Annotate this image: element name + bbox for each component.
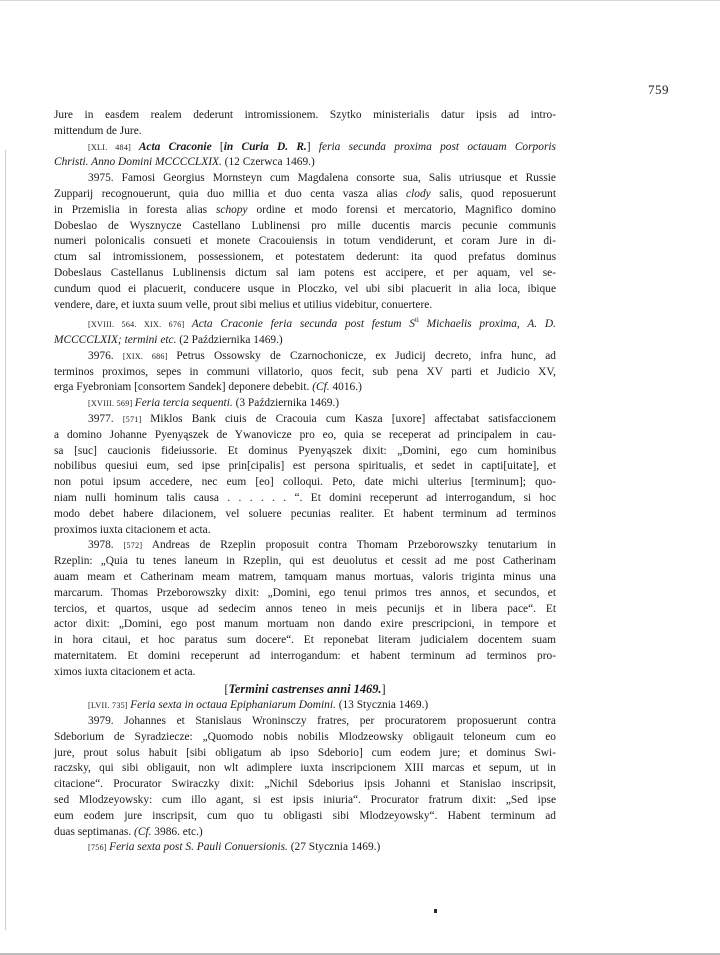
source-reference: [756] [88, 843, 110, 853]
line-text: tercios, et quartos, usque ad sedecim annos teneo in meis pecunijs et in libera pace“. Et [54, 602, 556, 615]
text-line [54, 777, 556, 793]
line-text: actor dixit: „Domini, ego post manum mortuam non dando exire prescripcioni, in tempore et [54, 618, 556, 631]
text-line [54, 365, 556, 381]
line-text: terminos proximos, sepes in communi villatorio, quos fecit, sub pena XV parti et Judicio XV, [54, 365, 556, 378]
source-reference: [XIX. 686] [122, 351, 177, 361]
line-text: ximos iuxta citacionem et acta. [54, 665, 196, 678]
line-text: (3 Października 1469.) [232, 397, 340, 410]
text-line [54, 187, 556, 203]
line-text: Dobeslaus Castellanus Lublinensis dictum sal iam potens est accipere, et per aquam, vel se- [54, 266, 556, 279]
document-body [54, 108, 556, 856]
italic-text: clody [406, 187, 431, 200]
text-line [54, 124, 556, 140]
acta-heading: in Curia D. R. [223, 140, 307, 153]
line-text: sed Mlodzeyowsky: cum illo agant, si est ipsis iniuria“. Procurator fratrum dixit: „Sed ipse [54, 794, 556, 807]
text-line [54, 617, 556, 633]
line-text: non potui ipsum accedere, nec eum [eo] colloqui. Peto, date michi ulterius [terminum]; quo- [54, 476, 556, 489]
italic-text: Feria sexta post S. Pauli Conuersionis. [109, 841, 288, 854]
italic-text: Christi. Anno Domini MCCCCLXIX. [54, 156, 222, 169]
line-text: mittendum de Jure. [54, 124, 142, 137]
text-line [54, 234, 556, 250]
text-line [54, 282, 556, 298]
line-text: ordine et modo forensi et mercatorio, Magnifico domino [247, 203, 556, 216]
italic-text: schopy [215, 203, 248, 216]
line-text: ti [414, 316, 419, 325]
line-text: maternitatem. Et domini receperunt ad interrogandum: et habent terminum ad terminos pro- [54, 649, 556, 662]
italic-text: Acta Craconie feria secunda post festum S [191, 318, 415, 331]
page-number: 759 [648, 82, 669, 97]
source-reference: [XVIII. 569] [88, 399, 135, 409]
line-text: 3975. Famosi Georgius Mornsteyn cum Magdalena consorte sua, Salis utriusque et Russie [88, 172, 556, 185]
text-line [54, 538, 556, 554]
italic-text: Feria tercia sequenti. [134, 397, 233, 410]
line-text: nobilibus quesiui eum, sed ipse prin[cipalis] est persona spiritualis, et sedet in capti[uitate], et [54, 460, 556, 473]
line-text: erga Fyebroniam [consortem Sandek] deponere debebit. [54, 381, 313, 394]
text-line [54, 171, 556, 187]
source-reference: [XLI. 484] [88, 142, 139, 152]
scan-speck [434, 909, 437, 913]
line-text: (2 Października 1469.) [176, 333, 283, 346]
italic-text: Michaelis proxima, A. D. [418, 318, 556, 331]
line-text: auam meam et Catherinam meam matrem, tamquam manus mortuas, valoris triginta minus una [54, 570, 556, 583]
line-text: proximos iuxta citacionem et acta. [54, 523, 211, 536]
text-line [54, 108, 556, 124]
line-text: ] [306, 140, 319, 153]
line-text: jure, prout solus habuit [sibi obligatum ab ipso Sdeborio] cum eodem jure; et dominus Swi- [54, 746, 556, 759]
text-line [54, 746, 556, 762]
line-text: Miklos Bank ciuis de Cracouia cum Kasza [uxore] affectabat satisfaccionem [150, 412, 556, 425]
text-line [54, 570, 556, 586]
section-heading-title: Termini castrenses anni 1469. [228, 682, 382, 697]
text-line [54, 349, 556, 365]
line-text: Dobeslao de Wysznycze Castellano Lublinensi pro mille ducentis marcis pecunie communis [54, 219, 556, 232]
entries-before-section [54, 108, 556, 680]
text-line [54, 602, 556, 618]
line-text: cundum quod ei placuerit, conducere usque in Ploczko, vel ubi sibi placuerit in alia loca, ibique [54, 282, 556, 295]
line-text: modo debet habere dilacionem, vel soluere pecunias realiter. Et habent terminum ad terminos [54, 507, 556, 520]
acta-heading: Acta Craconie [138, 140, 220, 153]
line-text: Zupparij recognouerunt, quia duo millia et duo centa vasza alias [54, 187, 407, 200]
line-text: [ [219, 140, 224, 153]
text-line [54, 809, 556, 825]
text-line [54, 554, 556, 570]
text-line [54, 444, 556, 460]
line-text: Jure in easdem realem dederunt intromissionem. Szytko ministerialis datur ipsis ad intro- [54, 109, 556, 121]
text-line [54, 507, 556, 523]
line-text: 3979. Johannes et Stanislaus Wroninsczy fratres, per procuratorem proposuerunt contra [88, 715, 556, 728]
text-line [54, 698, 556, 714]
source-reference: [XVIII. 564. XIX. 676] [88, 320, 192, 330]
text-line [54, 459, 556, 475]
line-text: salis, quod reposuerunt [430, 187, 556, 200]
text-line [54, 475, 556, 491]
text-line [54, 730, 556, 746]
text-line [54, 412, 556, 428]
italic-text: (Cf. [134, 825, 152, 838]
line-text: citacione“. Procurator Swiraczky dixit: „Nichil Sdeborius ipsis Johanni et Stanislao inscripsit, [54, 778, 556, 791]
text-line [54, 491, 556, 507]
text-line [54, 633, 556, 649]
section-heading-close-bracket: ] [381, 682, 386, 697]
line-text: Sdeborium de Syradziecze: „Quomodo nobis nobilis Mlodzeowsky obligauit teloneum cum eo [54, 730, 556, 743]
line-text: 3978. [88, 539, 124, 552]
text-line [54, 523, 556, 539]
text-line [54, 380, 556, 396]
line-text: raczsky, qui sibi obligauit, non wlt adimplere iuxta inscripcionem XIII marcas et sepum, ut in [54, 762, 556, 775]
text-line [54, 714, 556, 730]
line-text: duas septimanas. [54, 825, 135, 838]
text-line [54, 825, 556, 841]
line-text: 4016.) [329, 381, 362, 394]
line-text: Petrus Ossowsky de Czarnochonicze, ex Judicij decreto, infra hunc, ad [176, 349, 556, 362]
line-text: 3977. [88, 412, 123, 425]
text-line [54, 428, 556, 444]
line-text: niam nulli hominum talis causa . . . . . . “. Et domini receperunt ad interrogandum, si hoc [54, 491, 556, 504]
line-text: ctum sal intromissionem, possessionem, et potestatem dederunt: ita quod prefatus dominus [54, 251, 556, 264]
section-heading [54, 682, 556, 698]
source-reference: [LVII. 735] [88, 701, 131, 711]
text-line [54, 840, 556, 856]
text-line [54, 219, 556, 235]
line-text: eum eodem jure inscripsit, cum quo tu obligasti sibi Mlodzeyowsky“. Habent terminum ad [54, 809, 556, 822]
line-text: vendere, dare, et iuxta suum velle, prout sibi melius et utilius videbitur, conuertere. [54, 298, 433, 311]
line-text: Andreas de Rzeplin proposuit contra Thomam Przeborowszky tenutarium in [151, 539, 556, 552]
line-text: (27 Stycznia 1469.) [287, 841, 381, 854]
italic-text: (Cf. [312, 381, 330, 394]
line-text: Rzeplin: „Quia tu tenes laneum in Rzeplin, qui est deuolutus et cessit ad me post Catherinam [54, 555, 556, 568]
line-text: numeri polonicalis consueti et monete Cracouiensis in totum vendiderunt, et coram Jure in di- [54, 235, 556, 248]
line-text: in Przemislia in foresta alias [54, 203, 216, 216]
text-line [54, 333, 556, 349]
section-heading-open-bracket: [ [224, 682, 229, 697]
text-line [54, 761, 556, 777]
source-reference: [572] [123, 541, 152, 551]
text-line [54, 155, 556, 171]
line-text: (12 Czerwca 1469.) [221, 156, 315, 169]
text-line [54, 266, 556, 282]
source-reference: [571] [122, 414, 151, 424]
line-text: (13 Stycznia 1469.) [335, 699, 429, 712]
line-text: marcarum. Thomas Przeborowszky dixit: „Domini, ego tenui primos tres annos, et secundos, et [54, 586, 556, 599]
text-line [54, 298, 556, 314]
line-text: in hora citaui, et hoc paratus sum docere“. Et reponebat literam judicialem docentem suam [54, 634, 556, 647]
text-line [54, 313, 556, 333]
text-line [54, 649, 556, 665]
text-line [54, 665, 556, 681]
italic-text: Feria sexta in octaua Epiphaniarum Domini. [130, 699, 336, 712]
page-top-edge [0, 0, 720, 1]
italic-text: MCCCCLXIX; termini etc. [54, 333, 177, 346]
italic-text: feria secunda proxima post octauam Corporis [318, 140, 556, 153]
line-text: sa [suc] caucionis fideiussorie. Et dominus Pyenyąszek dixit: „Domini, ego cum hominibus [54, 444, 556, 457]
text-line [54, 140, 556, 156]
text-line [54, 250, 556, 266]
line-text: 3976. [88, 349, 123, 362]
line-text: a domino Johanne Pyenyąszek de Ywanovicze pro eo, quia se receperat ad principalem in cau- [54, 428, 556, 441]
entries-after-section [54, 698, 556, 856]
text-line [54, 396, 556, 412]
text-line [54, 586, 556, 602]
scan-gutter-line [5, 150, 6, 930]
text-line [54, 793, 556, 809]
text-line [54, 203, 556, 219]
line-text: 3986. etc.) [151, 825, 203, 838]
